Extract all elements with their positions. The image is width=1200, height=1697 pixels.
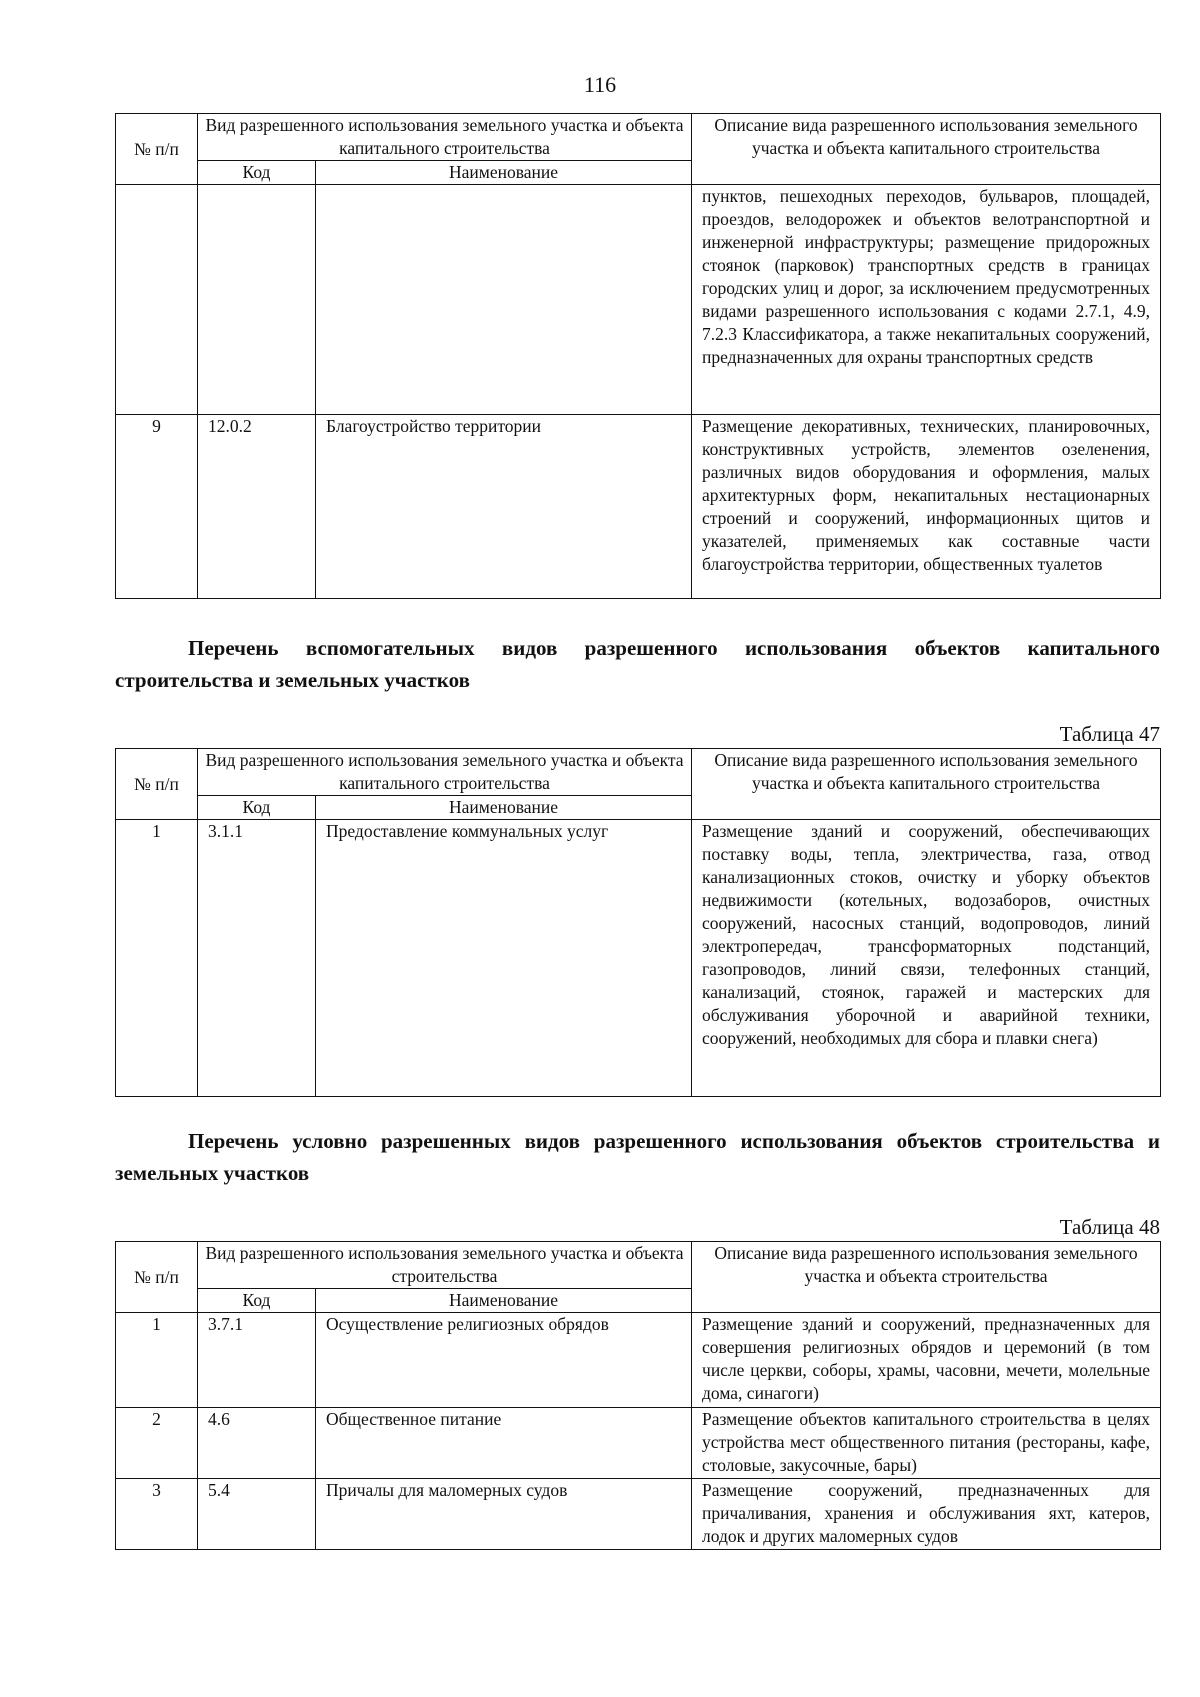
table-row (116, 1408, 1161, 1479)
header-name: Наименование (316, 161, 692, 185)
row-code: 12.0.2 (198, 415, 316, 599)
header-code: Код (198, 161, 316, 185)
table-row (116, 1479, 1161, 1550)
row-num: 1 (116, 1313, 198, 1408)
row-num: 3 (116, 1479, 198, 1550)
table-47 (115, 748, 1161, 1097)
row-desc: пунктов, пешеходных переходов, бульваров, площадей, проездов, велодорожек и объектов велотранспортной и инженерной инфраструктуры; размещение придорожных стоянок (парковок) транспортных средств в границах городских улиц и дорог, за исключением предусмотренных видами разрешенного использования с кодами 2.7.1, 4.9, 7.2.3 Классификатора, а также некапитальных сооружений, предназначенных для охраны транспортных средств (692, 185, 1161, 415)
table-caption-47: Таблица 47 (1059, 722, 1160, 746)
section-heading-conditional: Перечень условно разрешенных видов разрешенного использования объектов строительства и земельных участков (115, 1129, 1160, 1185)
header-vid: Вид разрешенного использования земельного участка и объекта капитального строительства (198, 749, 692, 796)
header-vid: Вид разрешенного использования земельного участка и объекта строительства (198, 1242, 692, 1289)
row-desc: Размещение объектов капитального строительства в целях устройства мест общественного питания (рестораны, кафе, столовые, закусочные, бары) (692, 1408, 1161, 1479)
row-code: 4.6 (198, 1408, 316, 1479)
row-desc: Размещение зданий и сооружений, обеспечивающих поставку воды, тепла, электричества, газа, отвод канализационных стоков, очистку и уборку объектов недвижимости (котельных, водозаборов, очистных сооружений, насосных станций, водопроводов, линий электропередач, трансформаторных подстанций, газопроводов, линий связи, телефонных станций, канализаций, стоянок, гаражей и мастерских для обслуживания уборочной и аварийной техники, сооружений, необходимых для сбора и плавки снега) (692, 820, 1161, 1097)
row-desc: Размещение декоративных, технических, планировочных, конструктивных устройств, элементов озеленения, различных видов оборудования и оформления, малых архитектурных форм, некапитальных нестационарных строений и сооружений, информационных щитов и указателей, применяемых как составные части благоустройства территории, общественных туалетов (692, 415, 1161, 599)
row-code: 3.7.1 (198, 1313, 316, 1408)
header-code: Код (198, 796, 316, 820)
row-name: Осуществление религиозных обрядов (316, 1313, 692, 1408)
header-num: № п/п (116, 114, 198, 185)
row-code (198, 185, 316, 415)
header-num: № п/п (116, 1242, 198, 1313)
row-name: Предоставление коммунальных услуг (316, 820, 692, 1097)
header-desc: Описание вида разрешенного использования земельного участка и объекта строительства (692, 1242, 1161, 1313)
table-row (116, 820, 1161, 1097)
section-heading-auxiliary: Перечень вспомогательных видов разрешенного использования объектов капитального строительства и земельных участков (115, 636, 1160, 692)
row-num: 1 (116, 820, 198, 1097)
row-num: 9 (116, 415, 198, 599)
table-row (116, 185, 1161, 415)
row-num (116, 185, 198, 415)
header-code: Код (198, 1289, 316, 1313)
header-desc: Описание вида разрешенного использования земельного участка и объекта капитального строительства (692, 114, 1161, 185)
row-num: 2 (116, 1408, 198, 1479)
header-vid: Вид разрешенного использования земельного участка и объекта капитального строительства (198, 114, 692, 161)
table-row (116, 1313, 1161, 1408)
row-name: Общественное питание (316, 1408, 692, 1479)
page-number: 116 (583, 72, 617, 97)
row-code: 3.1.1 (198, 820, 316, 1097)
header-desc: Описание вида разрешенного использования земельного участка и объекта капитального строительства (692, 749, 1161, 820)
row-code: 5.4 (198, 1479, 316, 1550)
table-row (116, 415, 1161, 599)
header-name: Наименование (316, 1289, 692, 1313)
row-name: Благоустройство территории (316, 415, 692, 599)
row-name (316, 185, 692, 415)
table-caption-48: Таблица 48 (1059, 1215, 1160, 1239)
header-name: Наименование (316, 796, 692, 820)
row-desc: Размещение сооружений, предназначенных для причаливания, хранения и обслуживания яхт, катеров, лодок и других маломерных судов (692, 1479, 1161, 1550)
header-num: № п/п (116, 749, 198, 820)
table-continued (115, 113, 1161, 599)
row-name: Причалы для маломерных судов (316, 1479, 692, 1550)
table-48 (115, 1241, 1161, 1550)
row-desc: Размещение зданий и сооружений, предназначенных для совершения религиозных обрядов и церемоний (в том числе церкви, соборы, храмы, часовни, мечети, молельные дома, синагоги) (692, 1313, 1161, 1408)
